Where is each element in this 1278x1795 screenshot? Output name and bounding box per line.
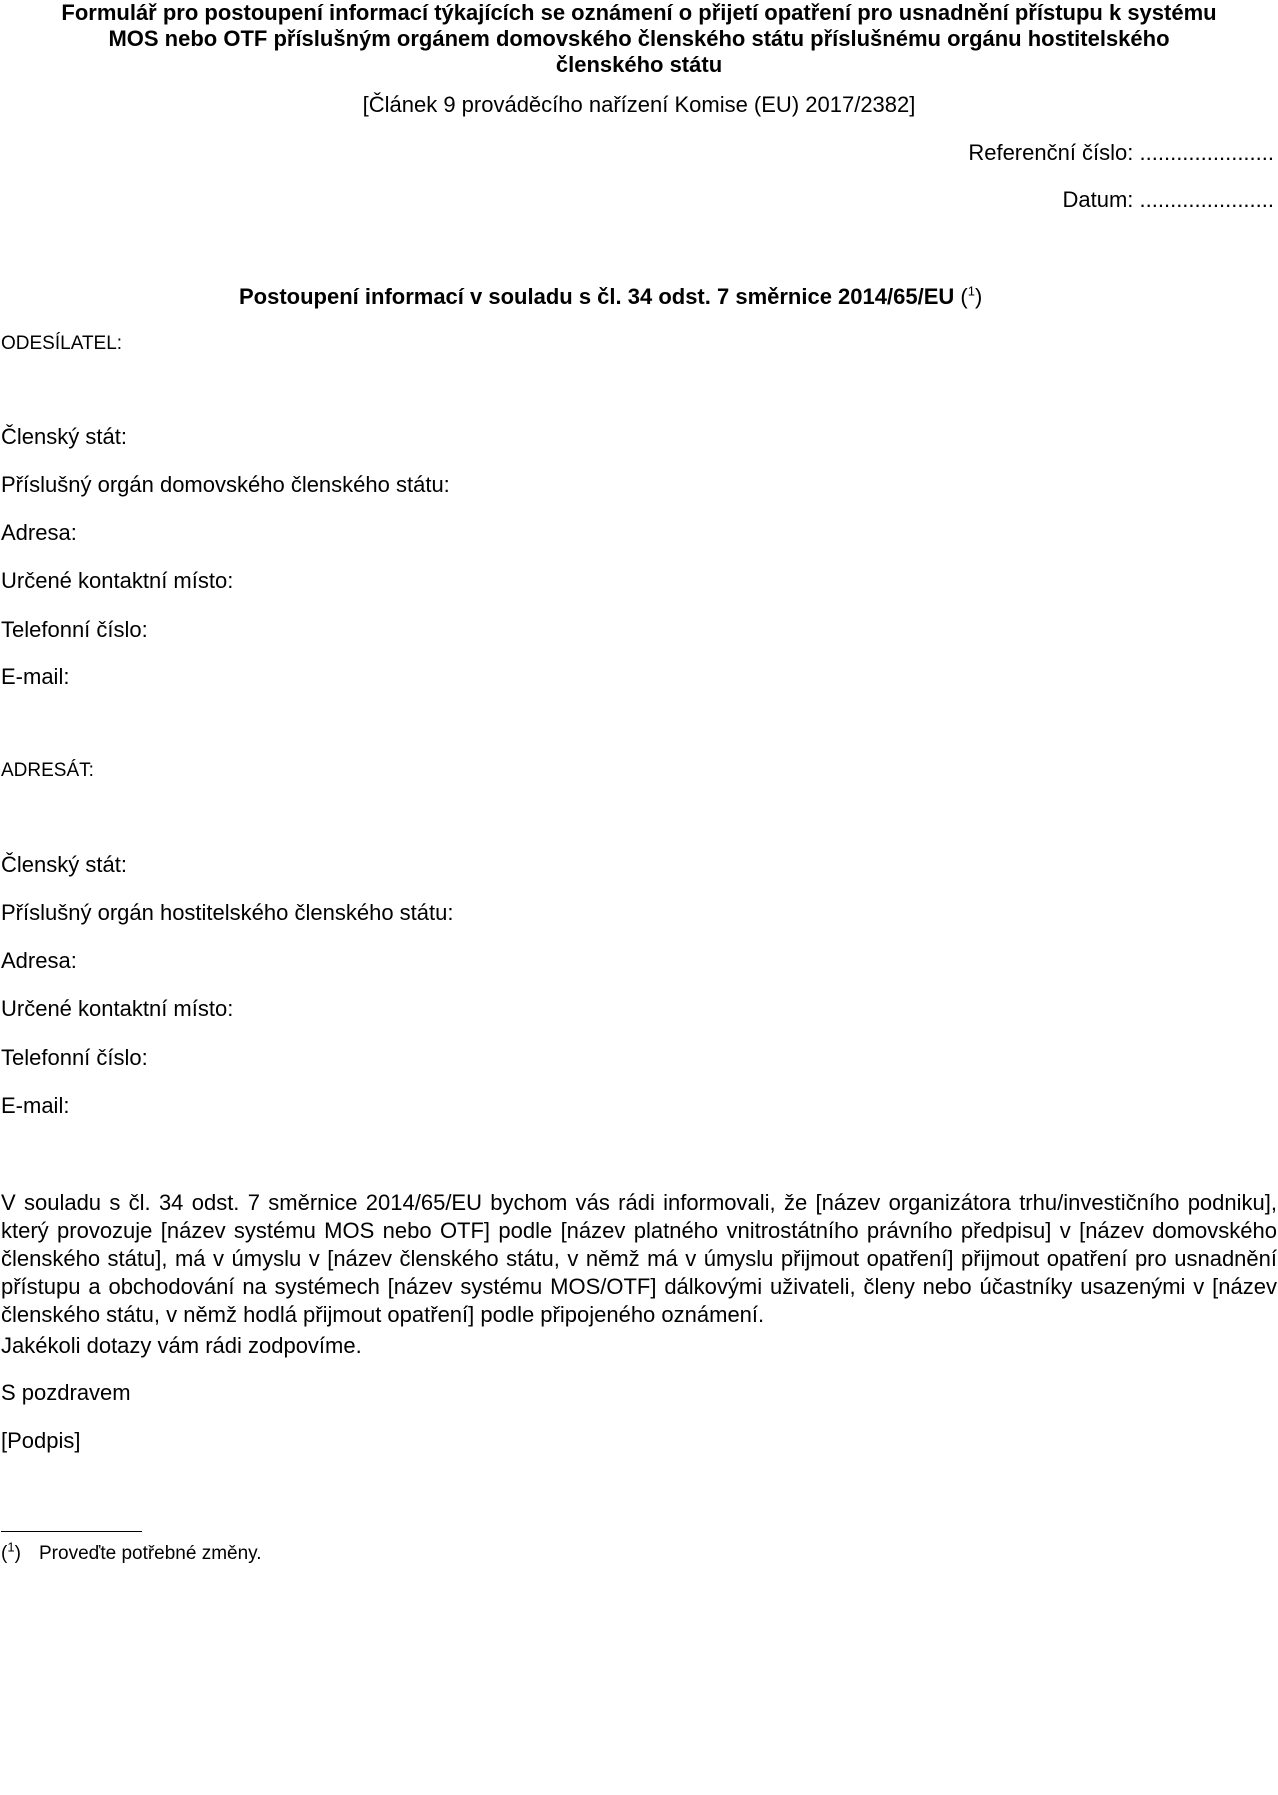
footnote-mark	[1, 1539, 39, 1565]
footnote-ref-wrapper	[960, 284, 982, 309]
sender-contact-point: Určené kontaktní místo:	[1, 568, 234, 593]
footnote-mark-number: 1	[7, 1539, 15, 1555]
document-title	[0, 0, 1278, 78]
reference-number: Referenční číslo: ......................	[968, 140, 1274, 165]
footnote-text: Proveďte potřebné změny.	[39, 1543, 262, 1564]
sender-member-state: Členský stát:	[1, 424, 127, 449]
recipient-competent-authority: Příslušný orgán hostitelského členského státu:	[1, 900, 454, 925]
body-paragraph: V souladu s čl. 34 odst. 7 směrnice 2014/65/EU bychom vás rádi informovali, že [název organizátora trhu/investičního podniku], který provozuje [název systému MOS nebo OTF] podle [název platného vnitrostátního právního předpisu] v [název domovského členského státu], má v úmyslu v [název členského státu, v němž má v úmyslu přijmout opatření] přijmout opatření pro usnadnění přístupu a obchodování na systémech [název systému MOS/OTF] dálkovými uživateli, členy nebo účastníky usazenými v [název členského státu, v němž hodlá přijmout opatření] podle připojeného oznámení.	[1, 1190, 1277, 1327]
footnote	[1, 1539, 262, 1565]
section-heading	[239, 284, 982, 310]
sender-email: E-mail:	[1, 664, 70, 689]
recipient-member-state: Členský stát:	[1, 852, 127, 877]
recipient-contact-point: Určené kontaktní místo:	[1, 996, 234, 1021]
closing-regards: S pozdravem	[1, 1380, 131, 1405]
title-line: členského státu	[555, 52, 723, 77]
sender-heading: ODESÍLATEL:	[1, 333, 123, 354]
footnote-mark-open: (	[1, 1543, 8, 1564]
signature-placeholder: [Podpis]	[1, 1428, 81, 1453]
closing-questions: Jakékoli dotazy vám rádi zodpovíme.	[1, 1333, 362, 1358]
recipient-email: E-mail:	[1, 1093, 70, 1118]
sender-address: Adresa:	[1, 520, 77, 545]
document-subtitle: [Článek 9 prováděcího nařízení Komise (EU) 2017/2382]	[362, 92, 916, 117]
sender-telephone: Telefonní číslo:	[1, 617, 148, 642]
recipient-heading: ADRESÁT:	[1, 760, 94, 781]
title-line: Formulář pro postoupení informací týkajících se oznámení o přijetí opatření pro usnadnění přístupu k systému	[61, 0, 1217, 25]
recipient-telephone: Telefonní číslo:	[1, 1045, 148, 1070]
sender-competent-authority: Příslušný orgán domovského členského státu:	[1, 472, 450, 497]
title-line: MOS nebo OTF příslušným orgánem domovského členského státu příslušnému orgánu hostitelského	[108, 26, 1170, 51]
footnote-separator	[1, 1531, 142, 1532]
recipient-address: Adresa:	[1, 948, 77, 973]
footnote-ref: 1	[967, 283, 975, 299]
footnote-ref-close: )	[974, 284, 983, 309]
section-heading-text: Postoupení informací v souladu s čl. 34 odst. 7 směrnice 2014/65/EU	[239, 284, 955, 309]
document-date: Datum: ......................	[1062, 187, 1274, 212]
footnote-mark-close: )	[14, 1543, 21, 1564]
footnote-ref-open: (	[960, 284, 968, 309]
